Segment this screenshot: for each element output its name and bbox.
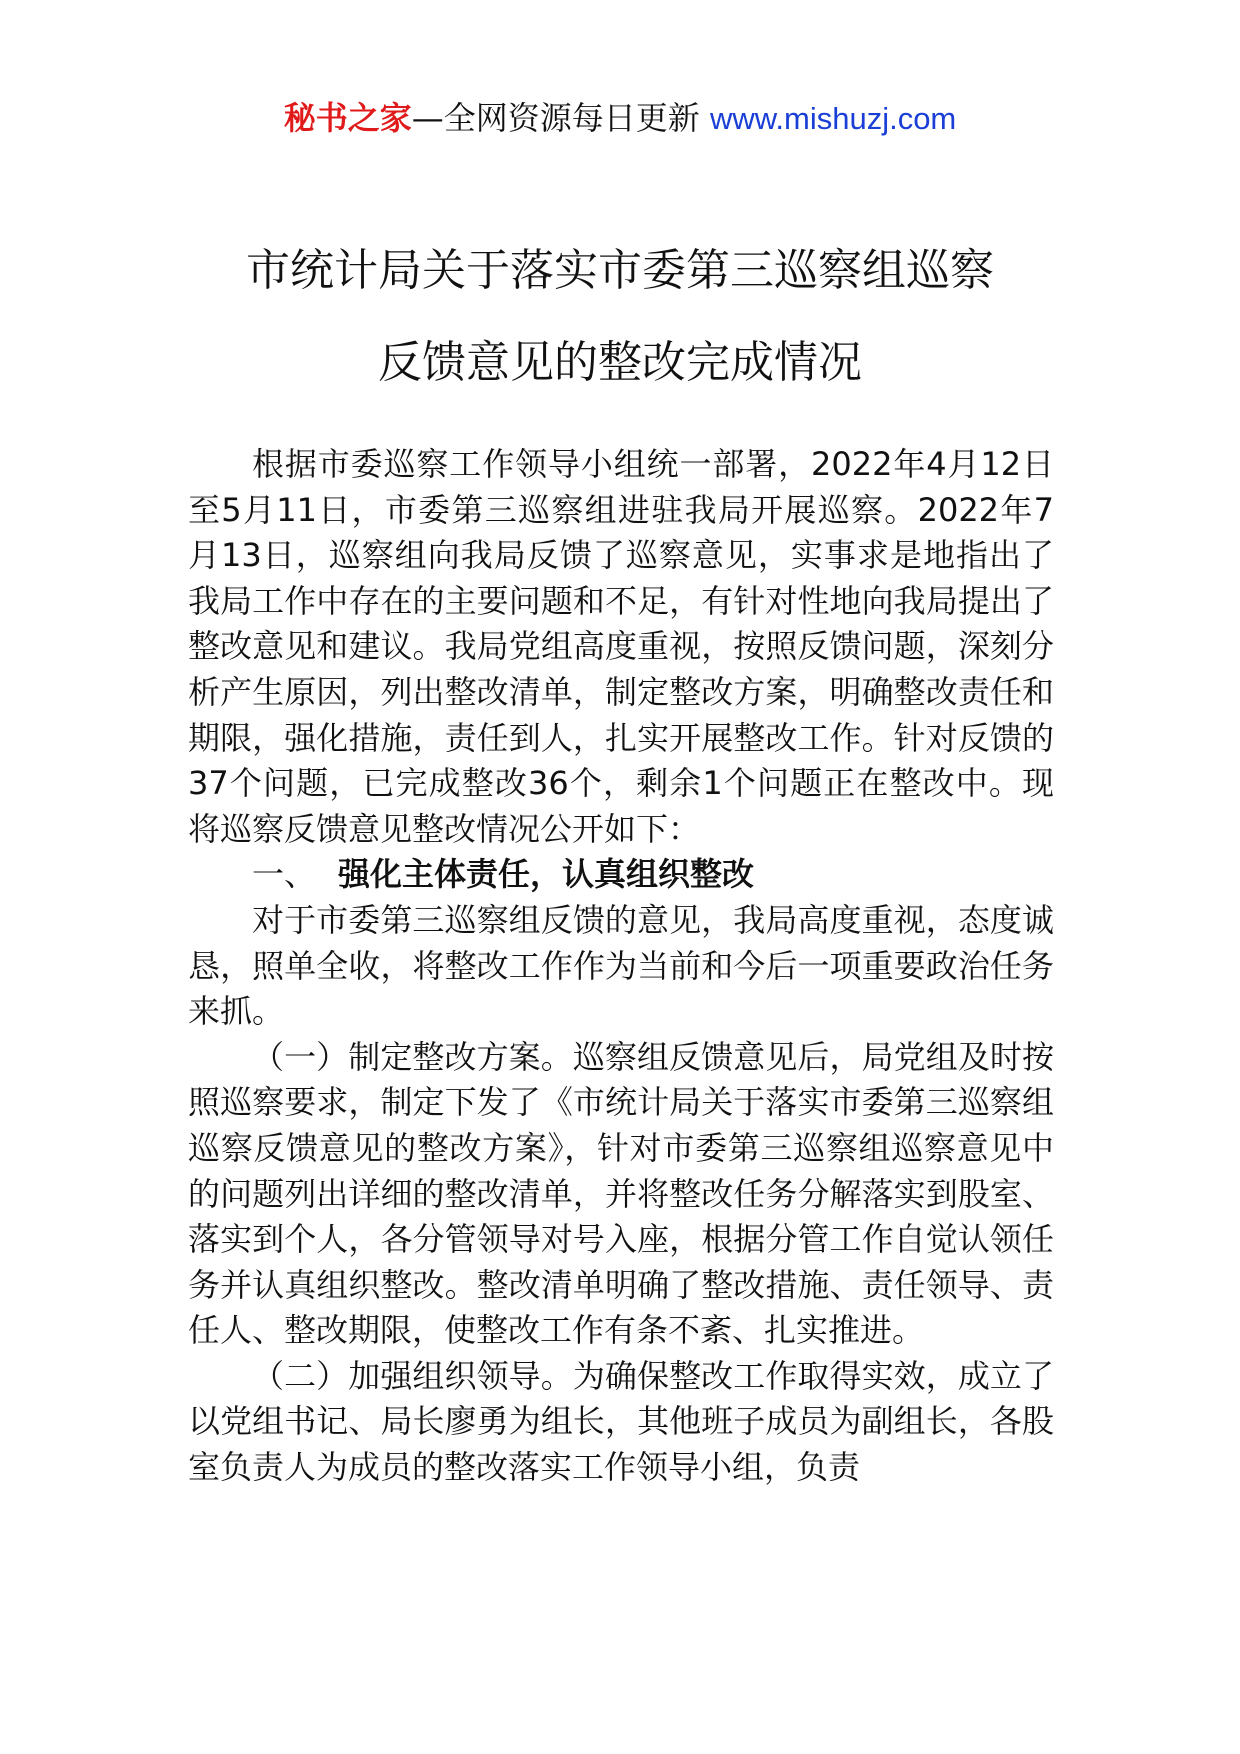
document-title	[0, 225, 1240, 409]
section-heading-number: 一、	[252, 855, 317, 894]
site-brand: 秘书之家	[283, 99, 412, 137]
title-line-2: 反馈意见的整改完成情况	[378, 337, 862, 388]
paragraph-attitude: 对于市委第三巡察组反馈的意见，我局高度重视，态度诚恳，照单全收，将整改工作作为当前和今后一项重要政治任务来抓。	[188, 900, 1054, 1031]
document-body	[188, 442, 1054, 1491]
paragraph-intro: 根据市委巡察工作领导小组统一部署，2022年4月12日至5月11日，市委第三巡察组进驻我局开展巡察。2022年7月13日，巡察组向我局反馈了巡察意见，实事求是地指出了我局工作中存在的主要问题和不足，有针对性地向我局提出了整改意见和建议。我局党组高度重视，按照反馈问题，深刻分析产生原因，列出整改清单，制定整改方案，明确整改责任和期限，强化措施，责任到人，扎实开展整改工作。针对反馈的37个问题，已完成整改36个，剩余1个问题正在整改中。现将巡察反馈意见整改情况公开如下：	[188, 445, 1054, 848]
paragraph-plan: （一）制定整改方案。巡察组反馈意见后，局党组及时按照巡察要求，制定下发了《市统计局关于落实市委第三巡察组巡察反馈意见的整改方案》，针对市委第三巡察组巡察意见中的问题列出详细的整改清单，并将整改任务分解落实到股室、落实到个人，各分管领导对号入座，根据分管工作自觉认领任务并认真组织整改。整改清单明确了整改措施、责任领导、责任人、整改期限，使整改工作有条不紊、扎实推进。	[188, 1037, 1054, 1350]
title-line-1: 市统计局关于落实市委第三巡察组巡察	[246, 245, 994, 296]
section-heading-1	[188, 852, 1054, 898]
site-header	[0, 96, 1240, 141]
site-tagline: —全网资源每日更新	[411, 99, 700, 137]
site-url-link[interactable]: www.mishuzj.com	[709, 101, 957, 136]
paragraph-leadership: （二）加强组织领导。为确保整改工作取得实效，成立了以党组书记、局长廖勇为组长，其他班子成员为副组长，各股室负责人为成员的整改落实工作领导小组，负责	[188, 1356, 1054, 1487]
section-heading-text: 强化主体责任，认真组织整改	[338, 855, 755, 894]
